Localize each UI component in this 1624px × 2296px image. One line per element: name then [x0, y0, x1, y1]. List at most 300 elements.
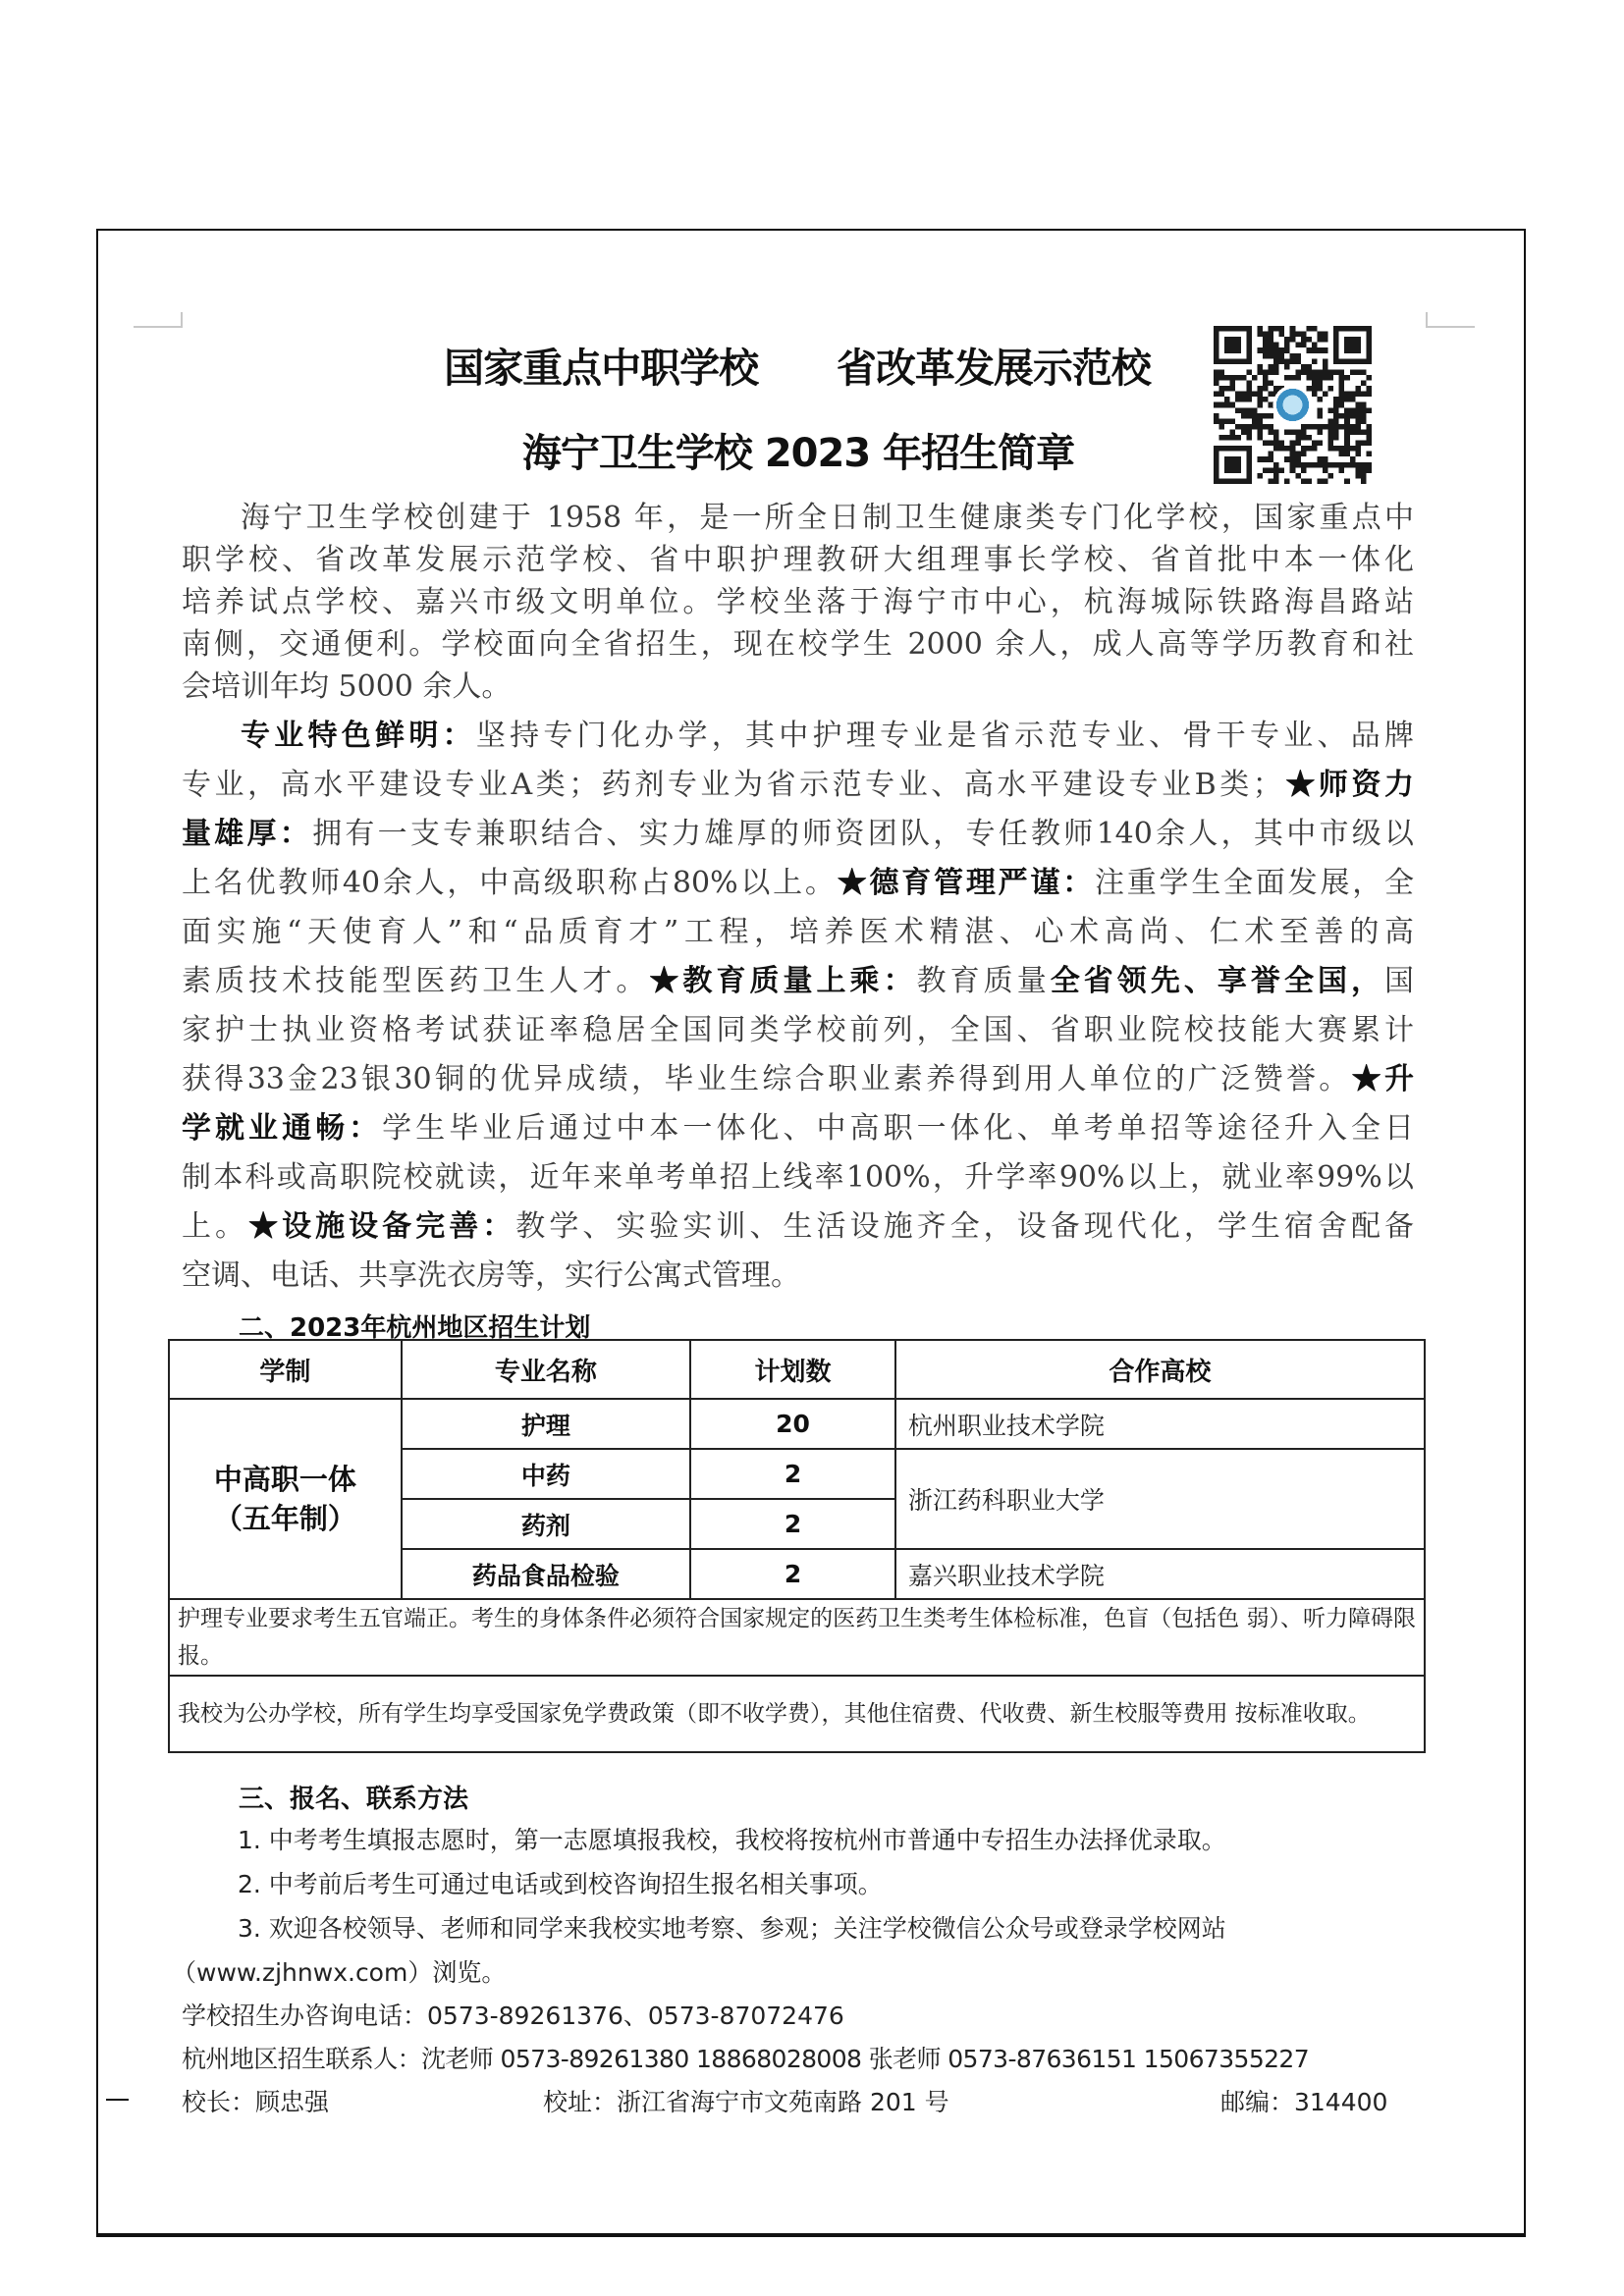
qr-module — [1328, 386, 1334, 392]
qr-module — [1295, 429, 1301, 435]
qr-module — [1355, 446, 1361, 452]
qr-module — [1273, 467, 1279, 473]
qr-module — [1361, 441, 1367, 447]
qr-module — [1306, 424, 1312, 430]
qr-module — [1279, 353, 1285, 359]
qr-module — [1350, 424, 1356, 430]
qr-module — [1328, 375, 1334, 381]
qr-module — [1246, 413, 1252, 419]
qr-module — [1257, 418, 1263, 424]
qr-module — [1344, 446, 1350, 452]
qr-module — [1312, 446, 1318, 452]
qr-module — [1295, 452, 1301, 457]
qr-module — [1273, 358, 1279, 364]
qr-module — [1284, 347, 1290, 353]
qr-module — [1269, 456, 1274, 462]
qr-module — [1219, 424, 1225, 430]
qr-module — [1350, 369, 1356, 375]
table-row — [169, 1399, 1425, 1449]
qr-module — [1366, 462, 1372, 468]
address: 校址：浙江省海宁市文苑南路 201 号 — [543, 2088, 949, 2116]
principal: 校长：顾忠强 — [182, 2088, 330, 2116]
qr-module — [1333, 407, 1339, 413]
qr-module — [1290, 358, 1296, 364]
qr-module — [1333, 424, 1339, 430]
qr-module — [1339, 397, 1345, 402]
feature-text: 上名优教师40余人，中高级职称占80%以上。 — [182, 866, 838, 900]
qr-module — [1295, 462, 1301, 468]
qr-module — [1269, 424, 1274, 430]
qr-module — [1312, 392, 1318, 398]
qr-module — [1361, 462, 1367, 468]
qr-module — [1290, 441, 1296, 447]
qr-module — [1219, 402, 1225, 408]
qr-module — [1366, 441, 1372, 447]
qr-module — [1361, 429, 1367, 435]
qr-module — [1263, 369, 1269, 375]
qr-module — [1312, 386, 1318, 392]
qr-module — [1344, 392, 1350, 398]
qr-module — [1355, 369, 1361, 375]
count-cell: 2 — [690, 1449, 895, 1499]
feature-text: 学生毕业后通过中本一体化、中高职一体化、单考单招等途径升入全日 — [382, 1111, 1415, 1146]
qr-module — [1257, 402, 1263, 408]
qr-module — [1339, 402, 1345, 408]
qr-module — [1224, 435, 1230, 441]
qr-module — [1269, 347, 1274, 353]
qr-module — [1257, 332, 1263, 338]
qr-module — [1339, 467, 1345, 473]
major-cell: 药剂 — [402, 1499, 691, 1549]
qr-module — [1323, 364, 1328, 370]
qr-module — [1263, 397, 1269, 402]
features-line: 空调、电话、共享洗衣房等，实行公寓式管理。 — [182, 1258, 800, 1293]
qr-module — [1301, 369, 1307, 375]
qr-module — [1263, 332, 1269, 338]
qr-module — [1252, 407, 1258, 413]
qr-module — [1312, 369, 1318, 375]
qr-module — [1323, 369, 1328, 375]
college-cell: 杭州职业技术学院 — [895, 1399, 1425, 1449]
qr-module — [1366, 407, 1372, 413]
qr-module — [1252, 418, 1258, 424]
qr-module — [1252, 413, 1258, 419]
feature-label: 专业特色鲜明： — [241, 719, 476, 753]
qr-module — [1312, 424, 1318, 430]
qr-module — [1344, 375, 1350, 381]
qr-module — [1350, 429, 1356, 435]
qr-module — [1290, 429, 1296, 435]
qr-module — [1350, 446, 1356, 452]
qr-module — [1344, 418, 1350, 424]
features-line — [182, 1062, 1414, 1097]
qr-module — [1263, 456, 1269, 462]
qr-module — [1355, 429, 1361, 435]
contact-item: 1. 中考考生填报志愿时，第一志愿填报我校，我校将按杭州市普通中专招生办法择优录取。 — [238, 1826, 1226, 1854]
qr-module — [1241, 392, 1247, 398]
qr-module — [1328, 435, 1334, 441]
feature-text: 教育质量 — [916, 964, 1051, 998]
feature-text: 教学、实验实训、生活设施齐全，设备现代化，学生宿舍配备 — [515, 1209, 1415, 1244]
qr-module — [1355, 424, 1361, 430]
qr-module — [1301, 467, 1307, 473]
qr-module — [1269, 429, 1274, 435]
qr-module — [1224, 375, 1230, 381]
qr-module — [1252, 424, 1258, 430]
qr-module — [1263, 381, 1269, 387]
qr-module — [1312, 381, 1318, 387]
qr-module — [1214, 369, 1219, 375]
qr-module — [1323, 467, 1328, 473]
qr-module — [1219, 392, 1225, 398]
qr-module — [1312, 358, 1318, 364]
qr-module — [1344, 478, 1350, 484]
qr-module — [1312, 441, 1318, 447]
qr-module — [1350, 392, 1356, 398]
qr-module — [1355, 467, 1361, 473]
qr-module — [1241, 397, 1247, 402]
qr-module — [1344, 407, 1350, 413]
qr-module — [1312, 375, 1318, 381]
section-heading-contact: 三、报名、联系方法 — [239, 1785, 469, 1814]
qr-module — [1306, 364, 1312, 370]
qr-module — [1269, 413, 1274, 419]
features-line: 面实施“天使育人”和“品质育才”工程，培养医术精湛、心术高尚、仁术至善的高 — [182, 915, 1414, 949]
column-header: 计划数 — [690, 1340, 895, 1399]
intro-line: 培养试点学校、嘉兴市级文明单位。学校坐落于海宁市中心，杭海城际铁路海昌路站 — [182, 585, 1414, 619]
qr-module — [1284, 375, 1290, 381]
qr-module — [1301, 337, 1307, 343]
qr-module — [1355, 402, 1361, 408]
qr-module — [1235, 375, 1241, 381]
qr-module — [1295, 441, 1301, 447]
qr-module — [1263, 424, 1269, 430]
qr-module — [1273, 446, 1279, 452]
margin-corner-mark-left — [134, 312, 183, 328]
qr-module — [1339, 452, 1345, 457]
qr-module — [1290, 375, 1296, 381]
qr-module — [1350, 397, 1356, 402]
qr-module — [1230, 435, 1236, 441]
qr-module — [1257, 456, 1263, 462]
qr-module — [1323, 462, 1328, 468]
qr-module — [1246, 429, 1252, 435]
column-header: 学制 — [169, 1340, 402, 1399]
qr-module — [1306, 386, 1312, 392]
feature-text: 坚持专门化办学，其中护理专业是省示范专业、骨干专业、品牌 — [475, 719, 1415, 753]
qr-module — [1344, 424, 1350, 430]
count-cell: 2 — [690, 1549, 895, 1599]
qr-module — [1263, 467, 1269, 473]
qr-module — [1279, 467, 1285, 473]
note-tuition-policy: 我校为公办学校，所有学生均享受国家免学费政策（即不收学费），其他住宿费、代收费、新生校服等费用 按标准收取。 — [169, 1676, 1425, 1752]
contact-item: 3. 欢迎各校领导、老师和同学来我校实地考察、参观；关注学校微信公众号或登录学校网站 — [238, 1914, 1226, 1943]
qr-module — [1273, 353, 1279, 359]
qr-module — [1230, 418, 1236, 424]
qr-module — [1301, 435, 1307, 441]
qr-module — [1323, 347, 1328, 353]
qr-module — [1355, 418, 1361, 424]
qr-module — [1295, 375, 1301, 381]
qr-module — [1214, 392, 1219, 398]
features-line — [182, 866, 1414, 901]
features-line — [182, 1111, 1414, 1147]
qr-module — [1328, 418, 1334, 424]
qr-module — [1366, 467, 1372, 473]
qr-module — [1279, 326, 1285, 332]
qr-module — [1366, 392, 1372, 398]
college-cell: 嘉兴职业技术学院 — [895, 1549, 1425, 1599]
qr-module — [1214, 381, 1219, 387]
margin-corner-mark-right — [1426, 312, 1475, 328]
qr-module — [1306, 375, 1312, 381]
qr-module — [1269, 441, 1274, 447]
qr-module — [1273, 478, 1279, 484]
qr-module — [1269, 452, 1274, 457]
qr-module — [1224, 397, 1230, 402]
qr-module — [1328, 441, 1334, 447]
qr-module — [1235, 392, 1241, 398]
qr-module — [1306, 337, 1312, 343]
qr-module — [1317, 413, 1323, 419]
feature-label: ★教育质量上乘： — [649, 964, 917, 998]
features-line — [182, 964, 1414, 999]
qr-module — [1257, 424, 1263, 430]
qr-module — [1339, 375, 1345, 381]
qr-module — [1355, 473, 1361, 479]
qr-module — [1361, 413, 1367, 419]
qr-module — [1333, 435, 1339, 441]
feature-text: 素质技术技能型医药卫生人才。 — [182, 964, 650, 998]
qr-module — [1350, 456, 1356, 462]
enrollment-plan-table — [168, 1339, 1426, 1753]
qr-module — [1361, 478, 1367, 484]
qr-module — [1323, 375, 1328, 381]
feature-text: 拥有一支专兼职结合、实力雄厚的师资团队，专任教师140余人，其中市级以 — [312, 817, 1415, 851]
qr-module — [1269, 364, 1274, 370]
qr-module — [1290, 462, 1296, 468]
qr-module — [1235, 435, 1241, 441]
qr-module — [1246, 435, 1252, 441]
qr-module — [1323, 392, 1328, 398]
qr-module — [1333, 397, 1339, 402]
school-system-cell — [169, 1399, 402, 1599]
qr-module — [1361, 407, 1367, 413]
qr-module — [1273, 429, 1279, 435]
feature-label: ★升 — [1351, 1062, 1415, 1096]
qr-module — [1361, 402, 1367, 408]
qr-module — [1273, 347, 1279, 353]
title-right: 省改革发展示范校 — [836, 345, 1151, 392]
qr-module — [1284, 456, 1290, 462]
qr-module — [1290, 452, 1296, 457]
qr-module — [1328, 407, 1334, 413]
qr-module — [1301, 429, 1307, 435]
qr-module — [1235, 424, 1241, 430]
qr-module — [1328, 369, 1334, 375]
qr-module — [1301, 478, 1307, 484]
intro-line: 海宁卫生学校创建于 1958 年，是一所全日制卫生健康类专门化学校，国家重点中 — [241, 501, 1414, 535]
qr-module — [1323, 358, 1328, 364]
qr-module — [1269, 337, 1274, 343]
qr-module — [1339, 413, 1345, 419]
qr-module — [1279, 332, 1285, 338]
qr-module — [1263, 413, 1269, 419]
qr-module — [1344, 441, 1350, 447]
qr-module — [1317, 347, 1323, 353]
qr-module — [1339, 386, 1345, 392]
qr-module — [1246, 424, 1252, 430]
qr-module — [1295, 358, 1301, 364]
qr-module — [1235, 407, 1241, 413]
qr-module — [1301, 424, 1307, 430]
features-line — [182, 817, 1414, 852]
postcode: 邮编：314400 — [1220, 2088, 1388, 2116]
qr-module — [1312, 462, 1318, 468]
qr-module — [1344, 462, 1350, 468]
qr-module — [1241, 429, 1247, 435]
qr-module — [1290, 337, 1296, 343]
qr-module — [1361, 381, 1367, 387]
qr-module — [1355, 462, 1361, 468]
qr-module — [1279, 441, 1285, 447]
qr-module — [1284, 364, 1290, 370]
qr-module — [1339, 424, 1345, 430]
qr-module — [1312, 343, 1318, 348]
qr-module — [1333, 429, 1339, 435]
qr-module — [1361, 392, 1367, 398]
qr-module — [1355, 407, 1361, 413]
qr-module — [1252, 375, 1258, 381]
qr-module — [1339, 446, 1345, 452]
qr-module — [1269, 381, 1274, 387]
qr-module — [1295, 369, 1301, 375]
qr-module — [1263, 337, 1269, 343]
school-system-line: 中高职一体 — [213, 1463, 356, 1496]
qr-module — [1350, 413, 1356, 419]
column-header: 合作高校 — [895, 1340, 1425, 1399]
qr-module — [1361, 369, 1367, 375]
qr-module — [1214, 375, 1219, 381]
qr-module — [1219, 418, 1225, 424]
features-line: 制本科或高职院校就读，近年来单考单招上线率100%，升学率90%以上，就业率99%以 — [182, 1160, 1414, 1195]
table-note-row — [169, 1676, 1425, 1752]
intro-line: 职学校、省改革发展示范学校、省中职护理教研大组理事长学校、省首批中本一体化 — [182, 543, 1414, 577]
qr-module — [1284, 446, 1290, 452]
qr-module — [1269, 478, 1274, 484]
qr-module — [1366, 386, 1372, 392]
feature-label: ★设施设备完善： — [248, 1209, 516, 1244]
qr-module — [1269, 343, 1274, 348]
count-cell: 20 — [690, 1399, 895, 1449]
qr-module — [1333, 413, 1339, 419]
qr-module — [1230, 402, 1236, 408]
qr-module — [1224, 386, 1230, 392]
qr-module — [1246, 407, 1252, 413]
qr-module — [1323, 332, 1328, 338]
qr-module — [1301, 332, 1307, 338]
features-line — [182, 1209, 1414, 1245]
section-heading-plan: 二、2023年杭州地区招生计划 — [239, 1313, 591, 1343]
qr-module — [1317, 429, 1323, 435]
qr-module — [1339, 381, 1345, 387]
qr-module — [1257, 326, 1263, 332]
qr-module — [1323, 424, 1328, 430]
qr-module — [1333, 462, 1339, 468]
qr-module — [1284, 337, 1290, 343]
qr-module — [1246, 386, 1252, 392]
qr-module — [1333, 402, 1339, 408]
qr-module — [1366, 452, 1372, 457]
features-line: 家护士执业资格考试获证率稳居全国同类学校前列，全国、省职业院校技能大赛累计 — [182, 1013, 1414, 1047]
phone-line: 学校招生办咨询电话：0573-89261376、0573-87072476 — [182, 2002, 844, 2030]
qr-module — [1344, 397, 1350, 402]
qr-module — [1246, 392, 1252, 398]
qr-module — [1306, 478, 1312, 484]
qr-module — [1344, 452, 1350, 457]
feature-text: 上。 — [182, 1209, 249, 1244]
qr-module — [1284, 343, 1290, 348]
qr-module — [1230, 386, 1236, 392]
feature-label: 量雄厚： — [182, 817, 313, 851]
qr-module — [1263, 353, 1269, 359]
major-cell: 护理 — [402, 1399, 691, 1449]
qr-module — [1263, 441, 1269, 447]
major-cell: 中药 — [402, 1449, 691, 1499]
qr-module — [1273, 473, 1279, 479]
qr-module — [1328, 462, 1334, 468]
qr-module — [1290, 326, 1296, 332]
qr-module — [1219, 435, 1225, 441]
qr-module — [1366, 435, 1372, 441]
qr-module — [1312, 326, 1318, 332]
qr-module — [1273, 435, 1279, 441]
qr-module — [1241, 424, 1247, 430]
qr-module — [1263, 347, 1269, 353]
qr-code-icon — [1214, 326, 1372, 484]
qr-module — [1273, 369, 1279, 375]
qr-module — [1339, 392, 1345, 398]
qr-module — [1279, 347, 1285, 353]
qr-module — [1290, 353, 1296, 359]
qr-module — [1257, 386, 1263, 392]
qr-module — [1295, 343, 1301, 348]
qr-module — [1328, 429, 1334, 435]
website-link[interactable]: （www.zjhnwx.com）浏览。 — [172, 1958, 507, 1987]
qr-module — [1257, 369, 1263, 375]
qr-module — [1269, 332, 1274, 338]
qr-module — [1290, 467, 1296, 473]
qr-module — [1273, 462, 1279, 468]
qr-module — [1361, 467, 1367, 473]
qr-module — [1230, 429, 1236, 435]
qr-module — [1312, 347, 1318, 353]
qr-module — [1257, 397, 1263, 402]
qr-module — [1214, 402, 1219, 408]
qr-module — [1269, 467, 1274, 473]
qr-module — [1214, 418, 1219, 424]
qr-module — [1339, 462, 1345, 468]
qr-module — [1317, 424, 1323, 430]
title-left: 国家重点中职学校 — [444, 345, 759, 392]
qr-module — [1355, 452, 1361, 457]
qr-module — [1273, 386, 1279, 392]
qr-module — [1295, 353, 1301, 359]
qr-module — [1317, 397, 1323, 402]
major-cell: 药品食品检验 — [402, 1549, 691, 1599]
qr-module — [1323, 456, 1328, 462]
intro-line: 南侧，交通便利。学校面向全省招生，现在校学生 2000 余人，成人高等学历教育和社 — [182, 627, 1414, 662]
